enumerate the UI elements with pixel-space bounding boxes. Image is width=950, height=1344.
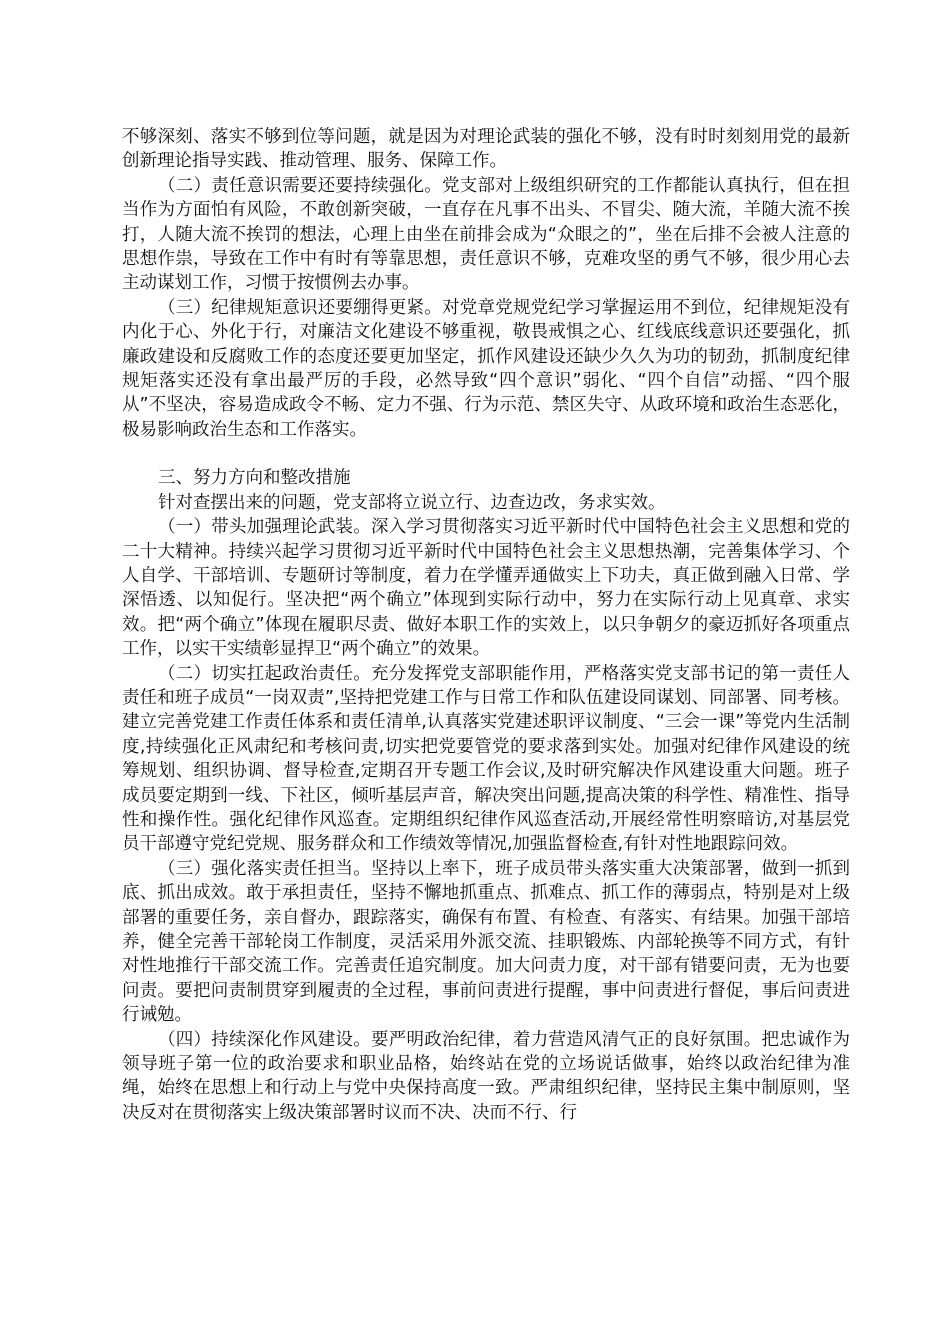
paragraph-continuation: 不够深刻、落实不够到位等问题，就是因为对理论武装的强化不够，没有时时刻刻用党的最新创新理论指导实践、推动管理、服务、保障工作。 [122, 127, 850, 172]
document-body [122, 125, 850, 1125]
paragraph-discipline: （三）纪律规矩意识还要绷得更紧。对党章党规党纪学习掌握运用不到位，纪律规矩没有内化于心、外化于行，对廉洁文化建设不够重视，敬畏戒惧之心、红线底线意识还要强化，抓廉政建设和反腐败工作的态度还要更加坚定，抓作风建设还缺少久久为功的韧劲，抓制度纪律规矩落实还没有拿出最严厉的手段，必然导致“四个意识”弱化、“四个自信”动摇、“四个服从”不坚决，容易造成政令不畅、定力不强、行为示范、禁区失守、从政环境和政治生态恶化，极易影响政治生态和工作落实。 [122, 297, 850, 440]
paragraph-measure-2: （二）切实扛起政治责任。充分发挥党支部职能作用，严格落实党支部书记的第一责任人责任和班子成员“一岗双责”,坚持把党建工作与日常工作和队伍建设同谋划、同部署、同考核。建立完善党建工作责任体系和责任清单,认真落实党建述职评议制度、“三会一课”等党内生活制度,持续强化正风肃纪和考核问责,切实把党要管党的要求落到实处。加强对纪律作风建设的统筹规划、组织协调、督导检查,定期召开专题工作会议,及时研究解决作风建设重大问题。班子成员要定期到一线、下社区，倾听基层声音，解决突出问题,提高决策的科学性、精准性、指导性和操作性。强化纪律作风巡查。定期组织纪律作风巡查活动,开展经常性明察暗访,对基层党员干部遵守党纪党规、服务群众和工作绩效等情况,加强监督检查,有针对性地跟踪问效。 [122, 663, 850, 855]
paragraph-responsibility: （二）责任意识需要还要持续强化。党支部对上级组织研究的工作都能认真执行，但在担当作为方面怕有风险，不敢创新突破，一直存在凡事不出头、不冒尖、随大流，羊随大流不挨打，人随大流不挨罚的想法，心理上由坐在前排会成为“众眼之的”，坐在后排不会被人注意的思想作祟，导致在工作中有时有等靠思想，责任意识不够，克难攻坚的勇气不够，很少用心去主动谋划工作，习惯于按惯例去办事。 [122, 175, 850, 294]
paragraph-measure-1: （一）带头加强理论武装。深入学习贯彻落实习近平新时代中国特色社会主义思想和党的二十大精神。持续兴起学习贯彻习近平新时代中国特色社会主义思想热潮，完善集体学习、个人自学、干部培训、专题研讨等制度，着力在学懂弄通做实上下功夫，真正做到融入日常、学深悟透、以知促行。坚决把“两个确立”体现到实际行动中，努力在实际行动上见真章、求实效。把“两个确立”体现在履职尽责、做好本职工作的实效上，以只争朝夕的豪迈抓好各项重点工作，以实干实绩彰显捍卫“两个确立”的效果。 [122, 517, 850, 660]
paragraph-intro: 针对查摆出来的问题，党支部将立说立行、边查边改，务求实效。 [158, 492, 666, 513]
section-heading: 三、努力方向和整改措施 [158, 468, 351, 489]
paragraph-measure-3: （三）强化落实责任担当。坚持以上率下，班子成员带头落实重大决策部署，做到一抓到底、抓出成效。敢于承担责任，坚持不懈地抓重点、抓难点、抓工作的薄弱点，特别是对上级部署的重要任务，亲自督办，跟踪落实，确保有布置、有检查、有落实、有结果。加强干部培养，健全完善干部轮岗工作制度，灵活采用外派交流、挂职锻炼、内部轮换等不同方式，有针对性地推行干部交流工作。完善责任追究制度。加大问责力度，对干部有错要问责，无为也要问责。要把问责制贯穿到履责的全过程，事前问责进行提醒，事中问责进行督促，事后问责进行诫勉。 [122, 858, 850, 1026]
paragraph-measure-4: （四）持续深化作风建设。要严明政治纪律，着力营造风清气正的良好氛围。把忠诚作为领导班子第一位的政治要求和职业品格，始终站在党的立场说话做事，始终以政治纪律为准绳，始终在思想上和行动上与党中央保持高度一致。严肃组织纪律，坚持民主集中制原则，坚决反对在贯彻落实上级决策部署时议而不决、决而不行、行 [122, 1029, 850, 1123]
